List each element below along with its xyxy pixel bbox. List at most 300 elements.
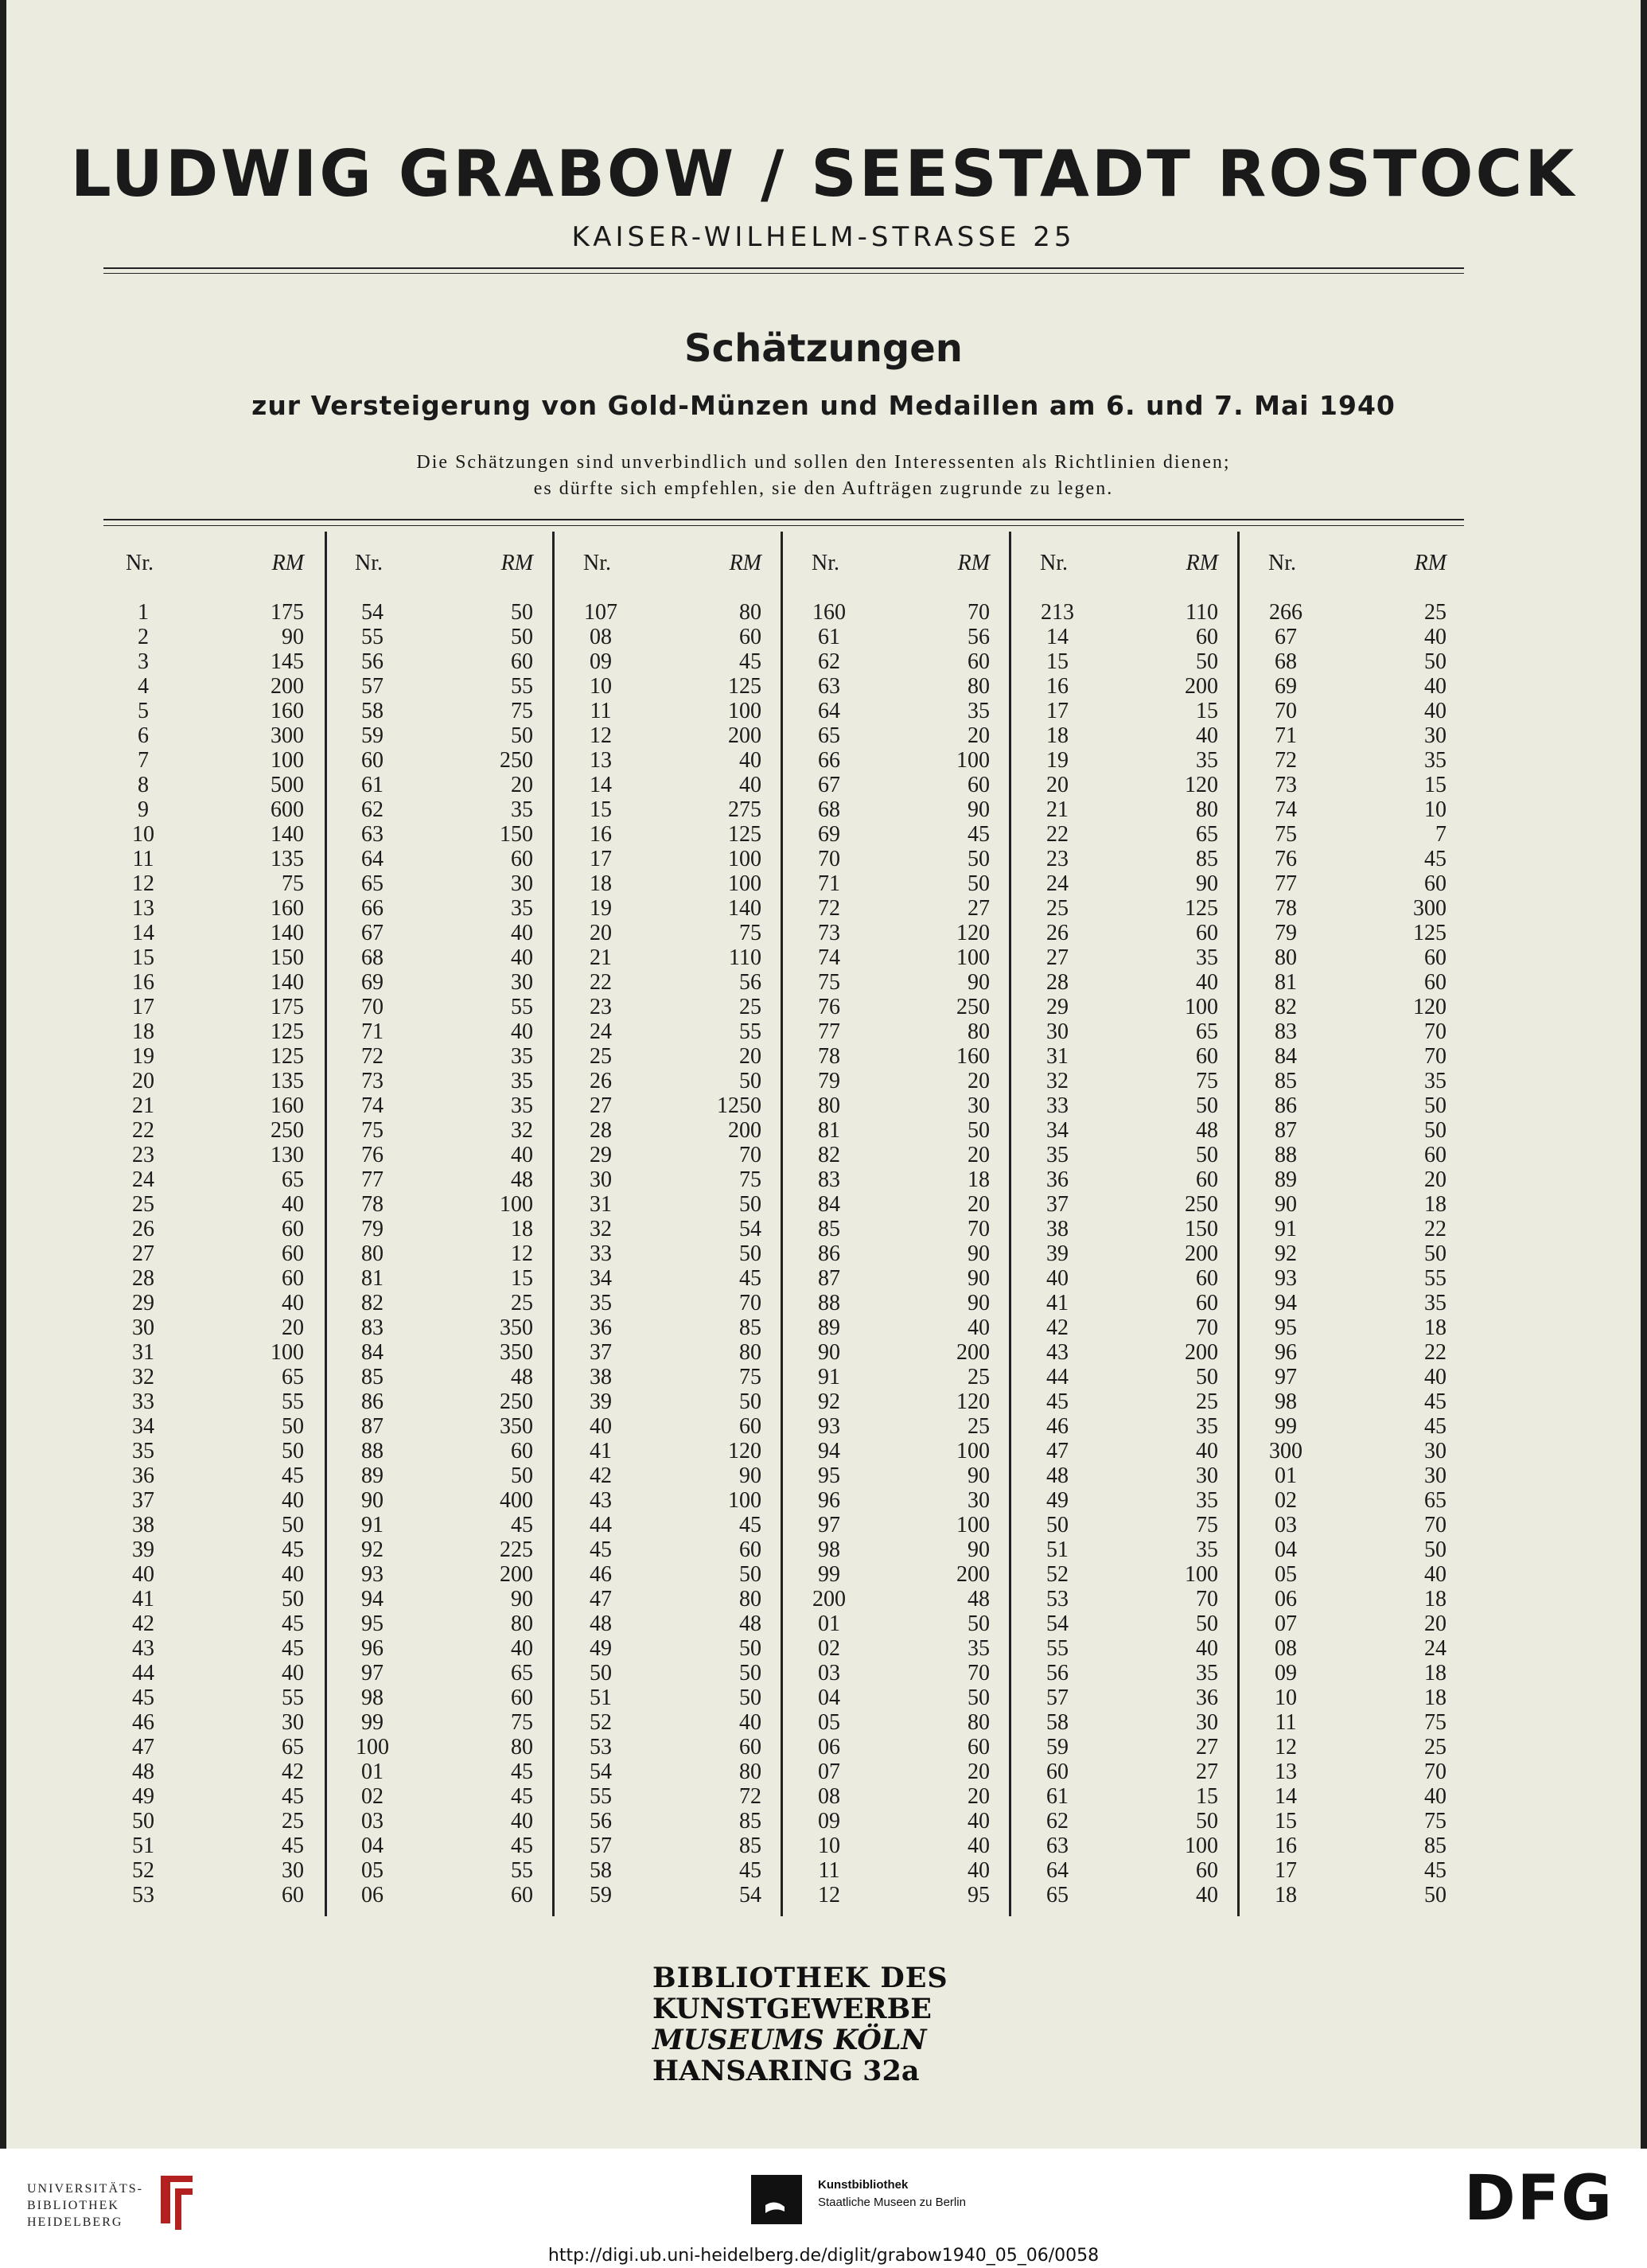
table-row <box>561 1414 790 1439</box>
estimate-value: 45 <box>1424 1389 1446 1414</box>
lot-number: 89 <box>361 1463 384 1488</box>
column-separator <box>552 532 555 1916</box>
estimate-value: 56 <box>739 970 761 995</box>
table-row <box>103 1809 333 1833</box>
estimate-value: 40 <box>1424 1784 1446 1809</box>
table-row <box>1246 1217 1475 1241</box>
estimate-value: 60 <box>511 1685 533 1710</box>
lot-number: 64 <box>361 847 384 871</box>
lot-number: 99 <box>1275 1414 1297 1439</box>
estimate-value: 90 <box>739 1463 761 1488</box>
estimate-value: 250 <box>500 1389 533 1414</box>
table-row <box>789 1167 1018 1192</box>
table-row <box>1018 921 1247 945</box>
table-row <box>561 1291 790 1315</box>
lot-number: 49 <box>132 1784 154 1809</box>
estimate-value: 80 <box>739 1340 761 1365</box>
table-row <box>333 723 562 748</box>
estimate-value: 200 <box>500 1562 533 1587</box>
lot-number: 33 <box>1046 1093 1069 1118</box>
table-row <box>333 921 562 945</box>
stamp-line-1: BIBLIOTHEK DES <box>652 1962 948 1994</box>
estimate-value: 20 <box>968 1784 990 1809</box>
table-column-4 <box>789 532 1018 1916</box>
estimate-value: 110 <box>729 945 761 970</box>
estimate-value: 30 <box>1424 723 1446 748</box>
table-row <box>561 674 790 699</box>
table-row <box>333 1784 562 1809</box>
lot-number: 86 <box>1275 1093 1297 1118</box>
lot-number: 59 <box>590 1883 612 1908</box>
estimate-value: 18 <box>1424 1192 1446 1217</box>
lot-number: 20 <box>132 1069 154 1093</box>
lot-number: 71 <box>1275 723 1297 748</box>
estimate-value: 175 <box>271 600 304 625</box>
estimate-value: 7 <box>1435 822 1446 847</box>
estimate-value: 100 <box>728 699 761 723</box>
estimate-value: 55 <box>282 1389 304 1414</box>
estimate-value: 35 <box>1196 1537 1218 1562</box>
table-row <box>1018 1389 1247 1414</box>
lot-number: 51 <box>590 1685 612 1710</box>
estimate-value: 25 <box>1424 600 1446 625</box>
estimate-value: 45 <box>282 1784 304 1809</box>
lot-number: 21 <box>1046 797 1069 822</box>
estimates-table <box>103 532 1496 1916</box>
estimate-value: 60 <box>968 773 990 797</box>
table-row <box>789 1784 1018 1809</box>
estimate-value: 60 <box>511 1883 533 1908</box>
lot-number: 63 <box>1046 1833 1069 1858</box>
lot-number: 9 <box>138 797 149 822</box>
lot-number: 3 <box>138 649 149 674</box>
table-row <box>789 896 1018 921</box>
university-emblem-icon <box>153 2168 201 2231</box>
lot-number: 04 <box>818 1685 840 1710</box>
table-row <box>1246 921 1475 945</box>
table-row <box>103 1019 333 1044</box>
estimate-value: 70 <box>1424 1513 1446 1537</box>
table-row <box>789 1858 1018 1883</box>
estimate-value: 75 <box>739 921 761 945</box>
table-row <box>333 1241 562 1266</box>
table-row <box>561 1241 790 1266</box>
table-row <box>789 1759 1018 1784</box>
table-row <box>333 970 562 995</box>
estimate-value: 1250 <box>717 1093 761 1118</box>
table-row <box>1018 1809 1247 1833</box>
table-row <box>789 1093 1018 1118</box>
estimate-value: 60 <box>511 847 533 871</box>
lot-number: 81 <box>818 1118 840 1143</box>
uni-logo-line-3: HEIDELBERG <box>27 2215 123 2229</box>
estimate-value: 25 <box>282 1809 304 1833</box>
table-row <box>103 1710 333 1735</box>
estimate-value: 22 <box>1424 1217 1446 1241</box>
lot-number: 67 <box>1275 625 1297 649</box>
table-row <box>1018 1439 1247 1463</box>
estimate-value: 65 <box>282 1735 304 1759</box>
lot-number: 22 <box>1046 822 1069 847</box>
lot-number: 95 <box>361 1611 384 1636</box>
table-row <box>103 896 333 921</box>
lot-number: 21 <box>132 1093 154 1118</box>
table-row <box>1246 773 1475 797</box>
lot-number: 7 <box>138 748 149 773</box>
estimate-value: 120 <box>728 1439 761 1463</box>
table-row <box>1018 822 1247 847</box>
table-row <box>561 1759 790 1784</box>
source-url[interactable]: http://digi.ub.uni-heidelberg.de/diglit/grabow1940_05_06/0058 <box>0 2244 1647 2268</box>
lot-number: 72 <box>818 896 840 921</box>
estimate-value: 40 <box>968 1809 990 1833</box>
lot-number: 19 <box>132 1044 154 1069</box>
lot-number: 46 <box>590 1562 612 1587</box>
estimate-value: 35 <box>1424 1291 1446 1315</box>
table-row <box>789 1883 1018 1908</box>
table-row <box>103 945 333 970</box>
lot-number: 78 <box>1275 896 1297 921</box>
estimate-value: 50 <box>739 1069 761 1093</box>
lot-number: 16 <box>132 970 154 995</box>
estimate-value: 300 <box>1413 896 1446 921</box>
lot-number: 89 <box>1275 1167 1297 1192</box>
table-row <box>333 1587 562 1611</box>
lot-number: 80 <box>1275 945 1297 970</box>
estimate-value: 30 <box>1424 1463 1446 1488</box>
lot-number: 65 <box>1046 1883 1069 1908</box>
estimate-value: 70 <box>1424 1044 1446 1069</box>
lot-number: 09 <box>818 1809 840 1833</box>
lot-number: 72 <box>361 1044 384 1069</box>
lot-number: 13 <box>1275 1759 1297 1784</box>
estimate-value: 40 <box>968 1315 990 1340</box>
table-row <box>561 1883 790 1908</box>
table-row <box>1018 1167 1247 1192</box>
table-row <box>1018 699 1247 723</box>
lot-number: 27 <box>1046 945 1069 970</box>
table-row <box>561 600 790 625</box>
table-row <box>103 970 333 995</box>
lot-number: 01 <box>361 1759 384 1784</box>
lot-number: 17 <box>1275 1858 1297 1883</box>
table-row <box>1018 723 1247 748</box>
estimate-value: 35 <box>1196 1414 1218 1439</box>
table-row <box>561 797 790 822</box>
lot-number: 03 <box>1275 1513 1297 1537</box>
lot-number: 107 <box>584 600 617 625</box>
estimate-value: 85 <box>739 1833 761 1858</box>
dfg-logo[interactable]: DFG <box>1464 2163 1614 2235</box>
lot-number: 12 <box>590 723 612 748</box>
table-row <box>561 1093 790 1118</box>
lot-number: 15 <box>132 945 154 970</box>
table-row <box>333 1217 562 1241</box>
table-row <box>103 1488 333 1513</box>
table-row <box>561 1562 790 1587</box>
estimate-value: 45 <box>968 822 990 847</box>
estimate-value: 60 <box>739 1735 761 1759</box>
estimate-value: 60 <box>1196 1266 1218 1291</box>
estimate-value: 250 <box>271 1118 304 1143</box>
lot-number: 57 <box>590 1833 612 1858</box>
lot-number: 67 <box>361 921 384 945</box>
table-row <box>1246 1365 1475 1389</box>
table-row <box>1018 1315 1247 1340</box>
lot-number: 66 <box>818 748 840 773</box>
estimate-value: 50 <box>282 1439 304 1463</box>
lot-number: 88 <box>818 1291 840 1315</box>
lot-number: 46 <box>132 1710 154 1735</box>
header-rm: RM <box>1186 551 1218 575</box>
estimate-value: 40 <box>511 921 533 945</box>
lot-number: 57 <box>1046 1685 1069 1710</box>
table-row <box>789 1809 1018 1833</box>
kunstbibliothek-logo-icon[interactable] <box>751 2175 802 2224</box>
estimate-value: 85 <box>739 1809 761 1833</box>
table-row <box>561 921 790 945</box>
estimate-value: 70 <box>739 1143 761 1167</box>
table-row <box>1018 1661 1247 1685</box>
lot-number: 15 <box>590 797 612 822</box>
estimate-value: 40 <box>1424 1365 1446 1389</box>
table-row <box>1246 1192 1475 1217</box>
lot-number: 59 <box>1046 1735 1069 1759</box>
table-row <box>1246 1784 1475 1809</box>
estimate-value: 45 <box>282 1611 304 1636</box>
estimate-value: 55 <box>511 995 533 1019</box>
table-row <box>1018 1143 1247 1167</box>
estimate-value: 250 <box>956 995 990 1019</box>
table-row <box>333 649 562 674</box>
estimate-value: 40 <box>1196 723 1218 748</box>
estimate-value: 200 <box>728 1118 761 1143</box>
table-row <box>789 1735 1018 1759</box>
lot-number: 70 <box>361 995 384 1019</box>
lot-number: 36 <box>132 1463 154 1488</box>
estimate-value: 60 <box>968 649 990 674</box>
lot-number: 72 <box>1275 748 1297 773</box>
estimate-value: 40 <box>739 748 761 773</box>
table-row <box>1246 723 1475 748</box>
estimate-value: 80 <box>739 1759 761 1784</box>
estimate-value: 32 <box>511 1118 533 1143</box>
table-row <box>1018 1241 1247 1266</box>
estimate-value: 12 <box>511 1241 533 1266</box>
lot-number: 94 <box>361 1587 384 1611</box>
lot-number: 03 <box>361 1809 384 1833</box>
lot-number: 47 <box>1046 1439 1069 1463</box>
estimate-value: 160 <box>271 896 304 921</box>
table-row <box>1246 1685 1475 1710</box>
estimate-value: 45 <box>282 1636 304 1661</box>
table-row <box>333 1069 562 1093</box>
table-row <box>1018 674 1247 699</box>
estimate-value: 40 <box>1196 1883 1218 1908</box>
estimate-value: 80 <box>739 1587 761 1611</box>
table-row <box>1246 1439 1475 1463</box>
table-row <box>103 1315 333 1340</box>
lot-number: 100 <box>356 1735 389 1759</box>
lot-number: 14 <box>1275 1784 1297 1809</box>
estimate-value: 90 <box>968 1537 990 1562</box>
estimate-value: 120 <box>1413 995 1446 1019</box>
lot-number: 64 <box>818 699 840 723</box>
lot-number: 93 <box>1275 1266 1297 1291</box>
table-row <box>1246 1093 1475 1118</box>
lot-number: 10 <box>818 1833 840 1858</box>
lot-number: 11 <box>1275 1710 1297 1735</box>
lot-number: 266 <box>1269 600 1302 625</box>
estimate-value: 80 <box>968 674 990 699</box>
table-column-5 <box>1018 532 1247 1916</box>
estimate-value: 25 <box>511 1291 533 1315</box>
lot-number: 56 <box>361 649 384 674</box>
table-row <box>1246 970 1475 995</box>
university-library-logo[interactable] <box>27 2180 143 2231</box>
table-row <box>333 1513 562 1537</box>
table-row <box>1018 995 1247 1019</box>
table-row <box>1246 1562 1475 1587</box>
table-row <box>1018 625 1247 649</box>
table-row <box>789 1463 1018 1488</box>
table-row <box>1246 1315 1475 1340</box>
lot-number: 79 <box>1275 921 1297 945</box>
table-row <box>789 1661 1018 1685</box>
table-row <box>103 1685 333 1710</box>
table-row <box>333 773 562 797</box>
table-row <box>561 995 790 1019</box>
table-row <box>789 1685 1018 1710</box>
estimate-value: 140 <box>271 921 304 945</box>
estimate-value: 100 <box>500 1192 533 1217</box>
lot-number: 02 <box>818 1636 840 1661</box>
lot-number: 6 <box>138 723 149 748</box>
lot-number: 75 <box>361 1118 384 1143</box>
estimate-value: 80 <box>511 1735 533 1759</box>
lot-number: 18 <box>590 871 612 896</box>
lot-number: 58 <box>1046 1710 1069 1735</box>
estimate-value: 150 <box>271 945 304 970</box>
estimate-value: 40 <box>511 1809 533 1833</box>
table-row <box>561 1118 790 1143</box>
table-row <box>333 1019 562 1044</box>
lot-number: 91 <box>361 1513 384 1537</box>
lot-number: 20 <box>590 921 612 945</box>
estimate-value: 120 <box>956 921 990 945</box>
estimate-value: 70 <box>1424 1759 1446 1784</box>
table-row <box>561 1537 790 1562</box>
lot-number: 92 <box>361 1537 384 1562</box>
table-row <box>789 1611 1018 1636</box>
lot-number: 22 <box>132 1118 154 1143</box>
estimate-value: 65 <box>282 1167 304 1192</box>
table-row <box>1018 1759 1247 1784</box>
table-row <box>1018 773 1247 797</box>
table-row <box>1246 1241 1475 1266</box>
estimate-value: 40 <box>282 1562 304 1587</box>
estimate-value: 400 <box>500 1488 533 1513</box>
lot-number: 10 <box>1275 1685 1297 1710</box>
lot-number: 55 <box>1046 1636 1069 1661</box>
lot-number: 32 <box>590 1217 612 1241</box>
table-row <box>103 1217 333 1241</box>
table-row <box>1018 649 1247 674</box>
table-row <box>789 773 1018 797</box>
estimate-value: 75 <box>1196 1069 1218 1093</box>
lot-number: 96 <box>1275 1340 1297 1365</box>
lot-number: 28 <box>590 1118 612 1143</box>
table-row <box>1018 945 1247 970</box>
table-row <box>103 1611 333 1636</box>
table-row <box>789 1365 1018 1389</box>
table-row <box>103 773 333 797</box>
table-row <box>1018 1365 1247 1389</box>
lot-number: 88 <box>361 1439 384 1463</box>
estimate-value: 25 <box>968 1414 990 1439</box>
lot-number: 58 <box>361 699 384 723</box>
estimate-value: 50 <box>511 600 533 625</box>
table-row <box>103 1291 333 1315</box>
estimate-value: 60 <box>1196 1291 1218 1315</box>
table-row <box>333 1661 562 1685</box>
estimate-value: 54 <box>739 1883 761 1908</box>
estimate-value: 50 <box>1196 1143 1218 1167</box>
lot-number: 34 <box>590 1266 612 1291</box>
lot-number: 01 <box>818 1611 840 1636</box>
estimate-value: 75 <box>1424 1710 1446 1735</box>
table-row <box>789 847 1018 871</box>
estimate-value: 18 <box>1424 1315 1446 1340</box>
lot-number: 98 <box>818 1537 840 1562</box>
estimate-value: 50 <box>511 1463 533 1488</box>
estimate-value: 15 <box>1196 699 1218 723</box>
lot-number: 5 <box>138 699 149 723</box>
estimate-value: 42 <box>282 1759 304 1784</box>
estimate-value: 15 <box>1424 773 1446 797</box>
table-row <box>1018 1217 1247 1241</box>
table-row <box>561 773 790 797</box>
table-row <box>561 1365 790 1389</box>
lot-number: 30 <box>1046 1019 1069 1044</box>
estimate-value: 50 <box>1196 1093 1218 1118</box>
table-row <box>561 625 790 649</box>
table-row <box>561 822 790 847</box>
estimate-value: 160 <box>271 1093 304 1118</box>
estimate-value: 150 <box>500 822 533 847</box>
lot-number: 74 <box>361 1093 384 1118</box>
lot-number: 95 <box>818 1463 840 1488</box>
table-row <box>333 1118 562 1143</box>
table-row <box>103 822 333 847</box>
table-row <box>1246 699 1475 723</box>
header-rule-top <box>103 267 1464 269</box>
estimate-value: 250 <box>500 748 533 773</box>
estimate-value: 27 <box>968 896 990 921</box>
table-row <box>103 1858 333 1883</box>
estimate-value: 75 <box>511 699 533 723</box>
table-row <box>333 847 562 871</box>
estimate-value: 35 <box>511 797 533 822</box>
lot-number: 99 <box>361 1710 384 1735</box>
table-row <box>1246 649 1475 674</box>
estimate-value: 95 <box>968 1883 990 1908</box>
kb-line-2: Staatliche Museen zu Berlin <box>818 2196 966 2209</box>
table-row <box>1018 600 1247 625</box>
lot-number: 30 <box>590 1167 612 1192</box>
table-row <box>103 921 333 945</box>
table-row <box>1018 970 1247 995</box>
